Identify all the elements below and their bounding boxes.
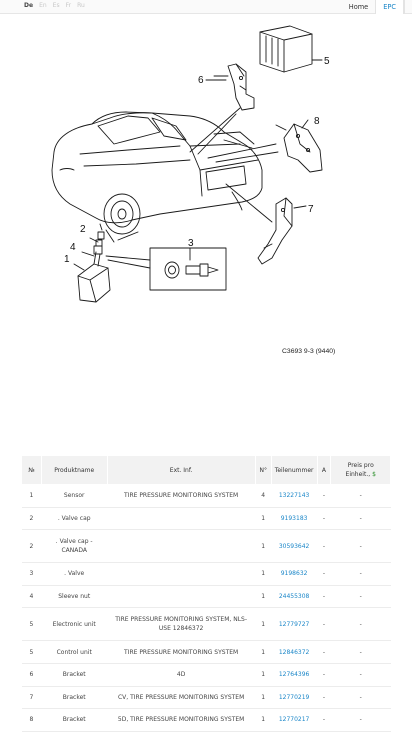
language-es[interactable]: Es <box>52 2 60 9</box>
cell-partno[interactable]: 9193183 <box>271 507 317 530</box>
cell-info: TIRE PRESSURE MONITORING SYSTEM <box>107 641 255 664</box>
cell-qty: 4 <box>255 485 271 508</box>
language-fr[interactable]: Fr <box>65 2 72 9</box>
valve-inset <box>106 248 226 290</box>
cell-a: - <box>317 608 331 641</box>
cell-name: . Valve cap - CANADA <box>41 530 107 563</box>
cell-pos: 5 <box>22 641 42 664</box>
table-row[interactable] <box>22 507 391 530</box>
tab-overflow[interactable] <box>404 0 412 14</box>
cell-partno[interactable]: 24455308 <box>271 585 317 608</box>
cell-qty: 1 <box>255 608 271 641</box>
col-info: Ext. Inf. <box>107 456 255 485</box>
callout-8: 8 <box>314 116 320 127</box>
cell-qty: 1 <box>255 507 271 530</box>
cell-info: TIRE PRESSURE MONITORING SYSTEM <box>107 485 255 508</box>
cell-pos: 4 <box>22 585 42 608</box>
language-ru[interactable]: Ru <box>77 2 85 9</box>
cell-qty: 1 <box>255 686 271 709</box>
cell-info <box>107 507 255 530</box>
table-header-row <box>22 456 391 485</box>
cell-qty: 1 <box>255 530 271 563</box>
cell-price: - <box>331 709 391 732</box>
cell-price: - <box>331 530 391 563</box>
parts-table <box>21 455 391 732</box>
cell-partno[interactable]: 12846372 <box>271 641 317 664</box>
sensor-illustration <box>78 224 110 302</box>
cell-name: Sleeve nut <box>41 585 107 608</box>
cell-pos: 5 <box>22 608 42 641</box>
callout-3: 3 <box>188 238 194 249</box>
cell-a: - <box>317 686 331 709</box>
cell-qty: 1 <box>255 663 271 686</box>
cell-partno[interactable]: 30593642 <box>271 530 317 563</box>
callout-6: 6 <box>198 75 204 86</box>
bracket-8-illustration <box>284 120 322 172</box>
callout-4: 4 <box>70 242 76 253</box>
col-price <box>331 456 391 485</box>
language-de[interactable]: De <box>24 2 34 9</box>
table-row[interactable] <box>22 608 391 641</box>
bracket-6-illustration <box>214 64 254 110</box>
cell-name: . Valve cap <box>41 507 107 530</box>
cell-name: Control unit <box>41 641 107 664</box>
cell-pos: 1 <box>22 485 42 508</box>
cell-price: - <box>331 686 391 709</box>
cell-pos: 2 <box>22 530 42 563</box>
cell-a: - <box>317 641 331 664</box>
cell-info <box>107 530 255 563</box>
col-a: A <box>317 456 331 485</box>
table-row[interactable] <box>22 709 391 732</box>
table-row[interactable] <box>22 530 391 563</box>
cell-partno[interactable]: 13227143 <box>271 485 317 508</box>
main-nav <box>342 0 412 14</box>
tab-epc[interactable]: EPC <box>375 0 404 14</box>
electronic-unit-illustration <box>260 26 322 72</box>
table-row[interactable] <box>22 663 391 686</box>
cell-info: 4D <box>107 663 255 686</box>
cell-pos: 3 <box>22 563 42 586</box>
diagram-caption: C3693 9-3 (9440) <box>282 348 336 355</box>
table-row[interactable] <box>22 641 391 664</box>
cell-name: Sensor <box>41 485 107 508</box>
language-switcher <box>24 2 85 9</box>
cell-a: - <box>317 563 331 586</box>
cell-info <box>107 585 255 608</box>
table-row[interactable] <box>22 686 391 709</box>
cell-name: Bracket <box>41 663 107 686</box>
cell-a: - <box>317 507 331 530</box>
car-illustration <box>52 112 262 234</box>
cell-price: - <box>331 563 391 586</box>
cell-a: - <box>317 585 331 608</box>
cell-price: - <box>331 507 391 530</box>
cell-price: - <box>331 585 391 608</box>
table-row[interactable] <box>22 585 391 608</box>
callout-2: 2 <box>80 224 86 235</box>
cell-a: - <box>317 530 331 563</box>
cell-qty: 1 <box>255 563 271 586</box>
parts-diagram <box>40 20 380 320</box>
cell-a: - <box>317 709 331 732</box>
cell-pos: 8 <box>22 709 42 732</box>
cell-partno[interactable]: 9198632 <box>271 563 317 586</box>
col-qty: N° <box>255 456 271 485</box>
language-en[interactable]: En <box>39 2 47 9</box>
callout-7: 7 <box>308 204 314 215</box>
bracket-7-illustration <box>258 198 306 264</box>
cell-name: Electronic unit <box>41 608 107 641</box>
cell-pos: 6 <box>22 663 42 686</box>
tab-home[interactable]: Home <box>348 3 369 11</box>
cell-price: - <box>331 608 391 641</box>
top-bar <box>0 0 412 14</box>
cell-qty: 1 <box>255 585 271 608</box>
cell-a: - <box>317 485 331 508</box>
col-price-line2: Einheit., <box>345 471 371 478</box>
cell-partno[interactable]: 12779727 <box>271 608 317 641</box>
cell-a: - <box>317 663 331 686</box>
cell-price: - <box>331 485 391 508</box>
callout-1: 1 <box>64 254 70 265</box>
currency-symbol: $ <box>372 471 376 478</box>
cell-name: Bracket <box>41 686 107 709</box>
cell-partno[interactable]: 12770219 <box>271 686 317 709</box>
cell-price: - <box>331 641 391 664</box>
cell-info: CV, TIRE PRESSURE MONITORING SYSTEM <box>107 686 255 709</box>
callout-5: 5 <box>324 56 330 67</box>
col-name: Produktname <box>41 456 107 485</box>
cell-info: 5D, TIRE PRESSURE MONITORING SYSTEM <box>107 709 255 732</box>
col-price-line1: Preis pro <box>347 462 374 469</box>
col-partno: Teilenummer <box>271 456 317 485</box>
cell-info: TIRE PRESSURE MONITORING SYSTEM, NLS-USE 12846372 <box>107 608 255 641</box>
cell-price: - <box>331 663 391 686</box>
cell-info <box>107 563 255 586</box>
table-row[interactable] <box>22 485 391 508</box>
cell-pos: 7 <box>22 686 42 709</box>
cell-qty: 1 <box>255 709 271 732</box>
cell-qty: 1 <box>255 641 271 664</box>
cell-name: . Valve <box>41 563 107 586</box>
cell-name: Bracket <box>41 709 107 732</box>
cell-partno[interactable]: 12764396 <box>271 663 317 686</box>
cell-partno[interactable]: 12770217 <box>271 709 317 732</box>
table-row[interactable] <box>22 563 391 586</box>
col-pos: № <box>22 456 42 485</box>
cell-pos: 2 <box>22 507 42 530</box>
